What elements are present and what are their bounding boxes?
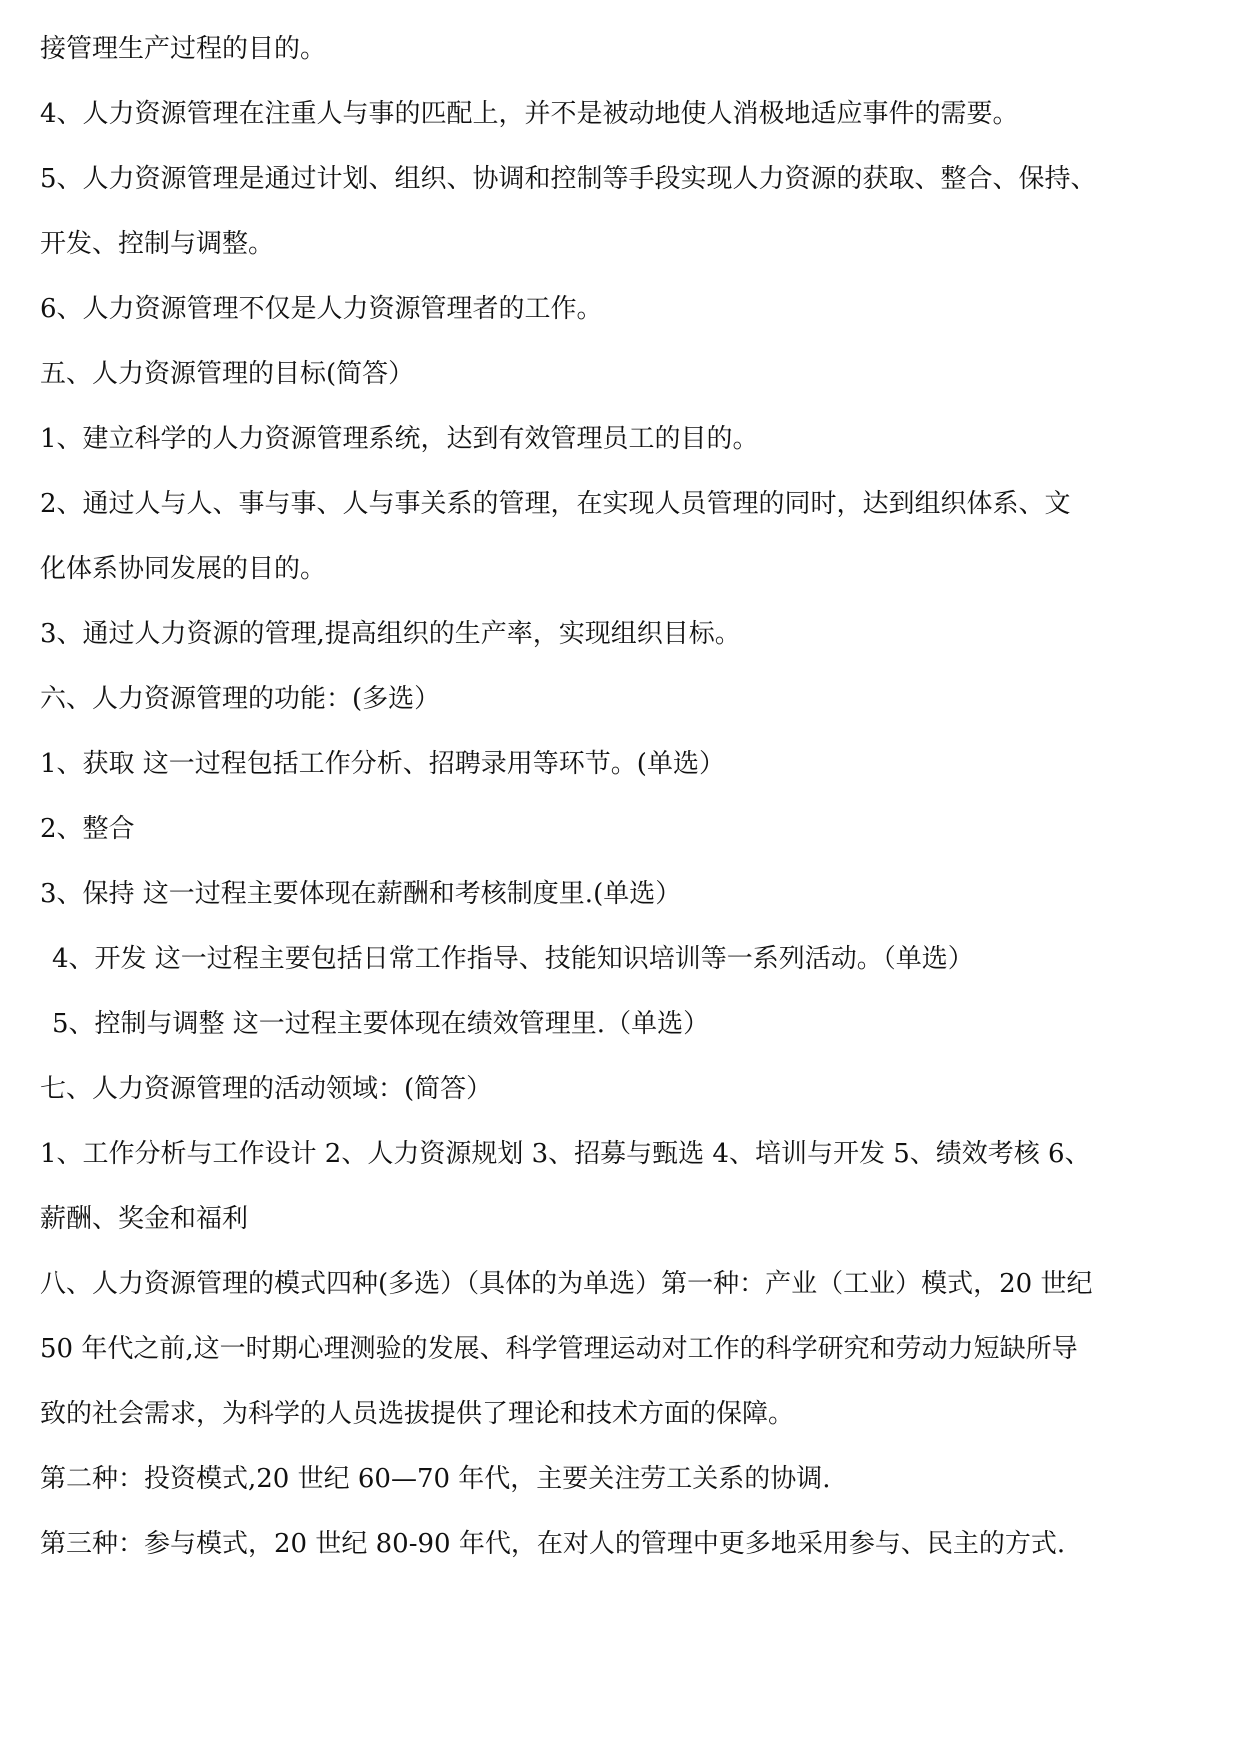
section-heading: 六、人力资源管理的功能：(多选）: [40, 684, 441, 714]
text-line: 1、获取 这一过程包括工作分析、招聘录用等环节。(单选）: [40, 749, 725, 779]
text-line: 接管理生产过程的目的。: [40, 34, 327, 64]
text-line: 薪酬、奖金和福利: [40, 1204, 249, 1234]
text-line: 第三种：参与模式，20 世纪 80-90 年代，在对人的管理中更多地采用参与、民主的方式.: [40, 1529, 1066, 1559]
text-line: 6、人力资源管理不仅是人力资源管理者的工作。: [40, 294, 603, 324]
text-line: 1、建立科学的人力资源管理系统，达到有效管理员工的目的。: [40, 424, 759, 454]
text-line: 致的社会需求，为科学的人员选拔提供了理论和技术方面的保障。: [40, 1399, 795, 1429]
text-line: 2、通过人与人、事与事、人与事关系的管理，在实现人员管理的同时，达到组织体系、文: [40, 489, 1071, 519]
text-line: 第二种：投资模式,20 世纪 60—70 年代，主要关注劳工关系的协调.: [40, 1464, 831, 1494]
section-heading: 八、人力资源管理的模式四种(多选）（具体的为单选）第一种：产业（工业）模式，20 世纪: [40, 1269, 1093, 1299]
text-line: 5、人力资源管理是通过计划、组织、协调和控制等手段实现人力资源的获取、整合、保持、: [40, 164, 1097, 194]
text-line: 3、通过人力资源的管理,提高组织的生产率，实现组织目标。: [40, 619, 741, 649]
text-line: 5、控制与调整 这一过程主要体现在绩效管理里.（单选）: [52, 1009, 710, 1039]
text-line: 2、整合: [40, 814, 135, 844]
text-line: 3、保持 这一过程主要体现在薪酬和考核制度里.(单选）: [40, 879, 682, 909]
text-line: 开发、控制与调整。: [40, 229, 275, 259]
text-line: 1、工作分析与工作设计 2、人力资源规划 3、招募与甄选 4、培训与开发 5、绩效考核 6、: [40, 1139, 1091, 1169]
section-heading: 五、人力资源管理的目标(简答）: [40, 359, 415, 389]
text-line: 化体系协同发展的目的。: [40, 554, 327, 584]
text-line: 4、人力资源管理在注重人与事的匹配上，并不是被动地使人消极地适应事件的需要。: [40, 99, 1019, 129]
text-line: 50 年代之前,这一时期心理测验的发展、科学管理运动对工作的科学研究和劳动力短缺所导: [40, 1334, 1078, 1364]
section-heading: 七、人力资源管理的活动领域：(简答）: [40, 1074, 493, 1104]
text-line: 4、开发 这一过程主要包括日常工作指导、技能知识培训等一系列活动。（单选）: [52, 944, 974, 974]
